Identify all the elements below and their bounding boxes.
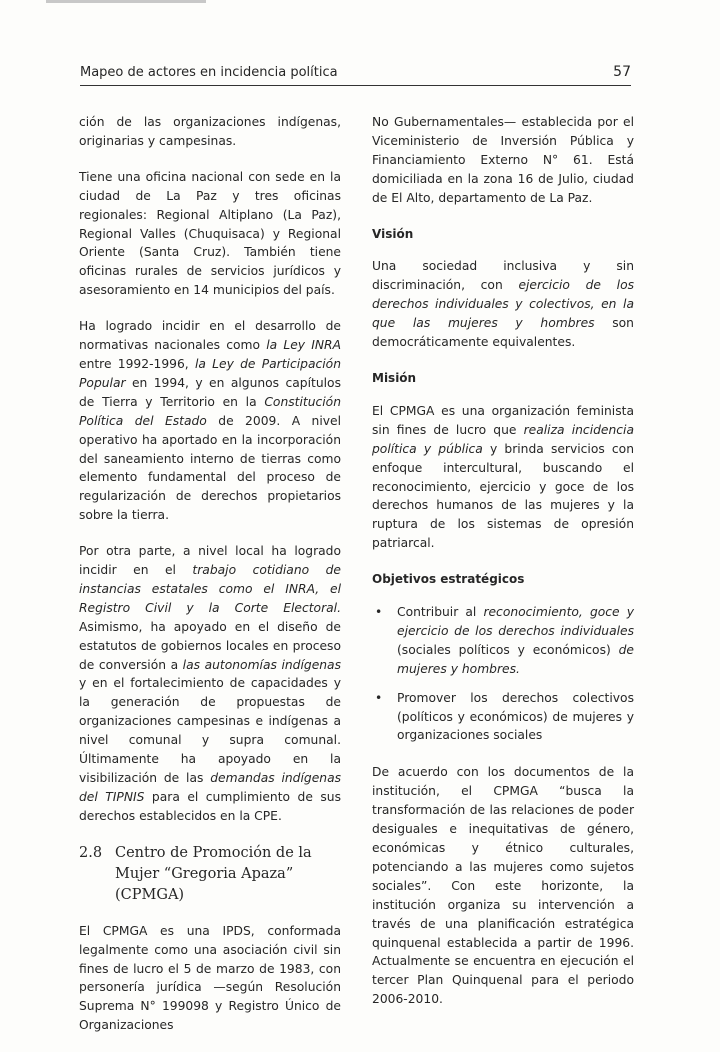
- left-paragraph-2: Tiene una oficina nacional con sede en la ciudad de La Paz y tres oficinas regionales: Regional Altiplano (La Paz), Regional Valles (Chuquisaca) y Regional Oriente (Santa Cruz). También tiene oficinas rurales de servicios jurídicos y asesoramiento en 14 municipios del país.: [79, 169, 341, 298]
- section-title: Centro de Promoción de la Mujer “Gregoria Apaza” (CPMGA): [115, 844, 312, 903]
- bullet-icon: •: [375, 605, 383, 620]
- right-column: [372, 113, 634, 1026]
- left-paragraph-5: El CPMGA es una IPDS, conformada legalmente como una asociación civil sin fines de lucro el 5 de marzo de 1983, con personería jurídica —según Resolución Suprema N° 199098 y Registro Único de Organizaciones: [79, 923, 341, 1033]
- mision-heading: Misión: [372, 370, 417, 385]
- italic-constitucion: Constitución Política del Estado: [79, 394, 341, 428]
- left-paragraph-1: ción de las organizaciones indígenas, originarias y campesinas.: [79, 115, 341, 148]
- italic-instancias-estatales: trabajo cotidiano de instancias estatales como el INRA, el Registro Civil y la Corte Electoral.: [79, 563, 341, 615]
- right-final-paragraph: De acuerdo con los documentos de la institución, el CPMGA “busca la transformación de las relaciones de poder desiguales e inequitativas de género, económicas y étnico culturales, potenciando a las mujeres como sujetos sociales”. Con este horizonte, la institución organiza su intervención a través de una planificación estratégica quinquenal establecida a partir de 1996. Actualmente se encuentra en ejecución el tercer Plan Quinquenal para el periodo 2006-2010.: [372, 765, 634, 1007]
- objetivos-list: [372, 603, 634, 745]
- bullet-icon: •: [375, 690, 383, 705]
- italic-ley-participacion: la Ley de Participación Popular: [79, 356, 341, 390]
- section-number: 2.8: [79, 844, 103, 861]
- header-title: Mapeo de actores en incidencia política: [80, 65, 338, 80]
- left-column: [79, 113, 341, 1052]
- italic-tipnis: demandas indígenas del TIPNIS: [79, 771, 342, 804]
- top-edge-rule: [46, 0, 206, 3]
- italic-ley-inra: la Ley INRA: [266, 338, 342, 353]
- mision-paragraph: El CPMGA es una organización feminista sin fines de lucro que realiza incidencia política y pública y brinda servicios con enfoque intercultural, buscando el reconocimiento, ejercicio y goce de los derechos humanos de las mujeres y la ruptura de los sistemas de opresión patriarcal.: [372, 403, 635, 551]
- running-header: [80, 63, 631, 86]
- vision-paragraph: Una sociedad inclusiva y sin discriminación, con ejercicio de los derechos individuales y colectivos, en la que las mujeres y hombres son democráticamente equivalentes.: [372, 259, 634, 350]
- italic-autonomias: las autonomías indígenas: [182, 657, 341, 672]
- italic-vision: ejercicio de los derechos individuales y colectivos, en la que las mujeres y hombres: [372, 278, 634, 331]
- list-item: • Contribuir al reconocimiento, goce y ejercicio de los derechos individuales (sociales políticos y económicos) de mujeres y hombres.: [375, 605, 634, 676]
- list-item: • Promover los derechos colectivos (políticos y económicos) de mujeres y organizaciones sociales: [375, 690, 634, 743]
- page-number: 57: [613, 64, 631, 80]
- italic-mision: realiza incidencia política y pública: [372, 422, 634, 456]
- left-paragraph-3: Ha logrado incidir en el desarrollo de normativas nacionales como la Ley INRA entre 1992-1996, la Ley de Participación Popular en 1994, y en algunos capítulos de Tierra y Territorio en la Constitución Política del Estado de 2009. A nivel operativo ha aportado en la incorporación del saneamiento interno de tierras como elemento fundamental del proceso de regularización de derechos propietarios sobre la tierra.: [79, 319, 342, 523]
- left-paragraph-4: Por otra parte, a nivel local ha logrado incidir en el trabajo cotidiano de instancias estatales como el INRA, el Registro Civil y la Corte Electoral. Asimismo, ha apoyado en el diseño de estatutos de gobiernos locales en proceso de conversión a las autonomías indígenas y en el fortalecimiento de capacidades y la generación de propuestas de organizaciones campesinas e indígenas a nivel comunal y supra comunal. Últimamente ha apoyado en la visibilización de las demandas indígenas del TIPNIS para el cumplimiento de sus derechos establecidos en la CPE.: [79, 544, 342, 823]
- right-paragraph-1: No Gubernamentales— establecida por el Viceministerio de Inversión Pública y Financiamiento Externo N° 61. Está domiciliada en la zona 16 de Julio, ciudad de El Alto, departamento de La Paz.: [372, 115, 634, 205]
- objetivos-heading: Objetivos estratégicos: [372, 572, 525, 587]
- vision-heading: Visión: [372, 226, 414, 241]
- section-heading: [79, 843, 341, 906]
